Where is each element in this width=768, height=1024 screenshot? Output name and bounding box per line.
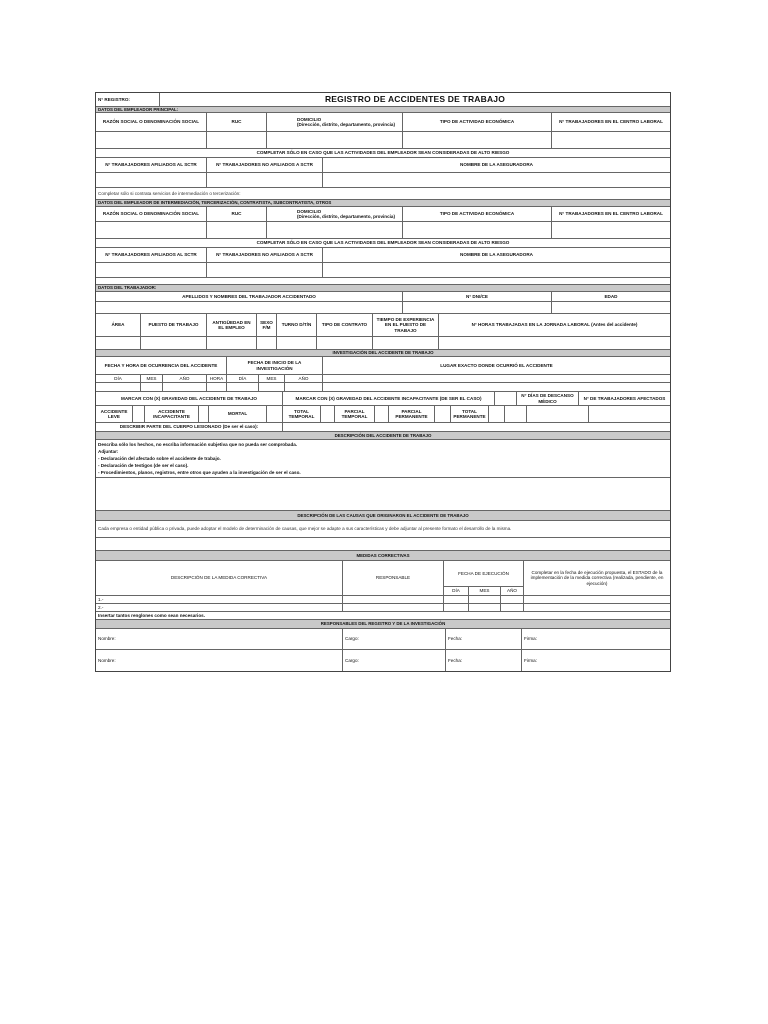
medida-fecha-group xyxy=(443,561,523,595)
alto-riesgo-heading: COMPLETAR SÓLO EN CASO QUE LAS ACTIVIDADES DEL EMPLEADOR SEAN CONSIDERADAS DE ALTO RIESGO xyxy=(256,150,510,156)
contrato-field[interactable] xyxy=(316,337,372,349)
puesto-label: PUESTO DE TRABAJO xyxy=(140,314,206,336)
section-trabajador: DATOS DEL TRABAJADOR: xyxy=(96,285,670,291)
descripcion-line-4: - Declaración de testigos (de ser el caso). xyxy=(98,462,189,468)
inv-inicio-dia-field[interactable] xyxy=(226,383,258,391)
descripcion-line-2: Adjuntar: xyxy=(98,448,119,454)
fecha-inicio-label: FECHA DE INICIO DE LA INVESTIGACIÓN xyxy=(226,357,322,374)
actividad-field[interactable] xyxy=(402,132,551,148)
medida-descripcion-label: DESCRIPCIÓN DE LA MEDIDA CORRECTIVA xyxy=(170,575,268,581)
responsable-row-2 xyxy=(96,649,670,671)
inv-dia-label: DÍA xyxy=(114,375,122,381)
section-responsables: RESPONSABLES DEL REGISTRO Y DE LA INVESTIGACIÓN xyxy=(96,620,670,628)
inv-inicio-anio-field[interactable] xyxy=(284,383,322,391)
int-trabajadores-centro-label: N° TRABAJADORES EN EL CENTRO LABORAL xyxy=(551,207,670,221)
investigacion-date-headers xyxy=(96,374,670,382)
responsable-1-fecha[interactable]: Fecha: xyxy=(445,629,521,649)
investigacion-headers xyxy=(96,356,670,374)
descripcion-line-5: - Procedimientos, planos, registros, entre otros que ayuden a la investigación de ser el caso. xyxy=(98,469,301,475)
medida-row-1-responsable[interactable] xyxy=(342,596,443,603)
intermediacion-headers xyxy=(96,206,670,221)
sexo-label: SEXO F/M xyxy=(256,314,276,336)
inv-inicio-mes-label: MES xyxy=(258,375,284,382)
incapacitante-option: ACCIDENTE INCAPACITANTE xyxy=(144,406,198,422)
horas-field[interactable] xyxy=(438,337,670,349)
int-ruc-label: RUC xyxy=(206,207,266,221)
gravedad-label: MARCAR CON (X) GRAVEDAD DEL ACCIDENTE DE TRABAJO xyxy=(121,395,257,401)
descripcion-input-row xyxy=(96,477,670,510)
medida-row-2-dia[interactable] xyxy=(443,604,468,611)
trabajador-detail-input-row xyxy=(96,336,670,349)
responsable-2-cargo[interactable]: Cargo: xyxy=(342,650,445,671)
int-ruc-field[interactable] xyxy=(206,222,266,238)
int-actividad-field[interactable] xyxy=(402,222,551,238)
antiguedad-field[interactable] xyxy=(206,337,256,349)
inv-inicio-anio-label: AÑO xyxy=(284,375,322,382)
total-permanente-checkbox[interactable] xyxy=(488,406,504,422)
alto-riesgo-input-row xyxy=(96,172,670,187)
responsable-1-cargo[interactable]: Cargo: xyxy=(342,629,445,649)
sexo-field[interactable] xyxy=(256,337,276,349)
puesto-field[interactable] xyxy=(140,337,206,349)
investigacion-date-input-row xyxy=(96,382,670,391)
dias-descanso-field[interactable] xyxy=(526,406,588,422)
total-permanente-option: TOTAL PERMANENTE xyxy=(450,406,488,422)
inv-hora-label: HORA xyxy=(206,375,226,382)
razon-social-field[interactable] xyxy=(96,132,206,148)
medida-row-1-anio[interactable] xyxy=(500,596,523,603)
area-label: ÁREA xyxy=(111,322,125,328)
parte-cuerpo-row xyxy=(96,422,670,431)
afectados-field[interactable] xyxy=(588,406,670,422)
gravedad-headers xyxy=(96,391,670,405)
inv-mes-label: MES xyxy=(140,375,162,382)
form-header xyxy=(96,93,670,106)
medida-row-2 xyxy=(96,603,670,611)
turno-field[interactable] xyxy=(276,337,316,349)
medida-row-1-estado[interactable] xyxy=(523,596,670,603)
descripcion-line-1: Describa sólo los hechos, no escriba información subjetiva que no pueda ser comprobada. xyxy=(98,442,298,447)
inv-anio-label: AÑO xyxy=(162,375,206,382)
domicilio-label: DOMICILIO xyxy=(297,116,322,122)
int-razon-social-label: RAZÓN SOCIAL O DENOMINACIÓN SOCIAL xyxy=(102,211,200,217)
int-domicilio-field[interactable] xyxy=(266,222,402,238)
medida-row-2-responsable[interactable] xyxy=(342,604,443,611)
trabajador-headers xyxy=(96,291,670,301)
int-trabajadores-centro-field[interactable] xyxy=(551,222,670,238)
medidas-insertar-note: Insertar tantos renglones como sean necesarios. xyxy=(98,612,205,618)
int-afiliados-label: N° TRABAJADORES AFILIADOS AL SCTR xyxy=(105,252,197,258)
descripcion-notes-row xyxy=(96,439,670,477)
lugar-label: LUGAR EXACTO DONDE OCURRIÓ EL ACCIDENTE xyxy=(322,357,670,374)
medidas-headers xyxy=(96,560,670,595)
inv-anio-field[interactable] xyxy=(162,383,206,391)
medida-dia-label: DÍA xyxy=(452,588,460,594)
responsable-2-nombre[interactable]: Nombre: xyxy=(98,657,116,663)
trabajadores-centro-label: N° TRABAJADORES EN EL CENTRO LABORAL xyxy=(551,113,670,131)
leve-option: ACCIDENTE LEVE xyxy=(100,408,128,419)
edad-field[interactable] xyxy=(551,302,670,313)
responsable-2-firma[interactable]: Firma: xyxy=(521,650,670,671)
gravedad-incap-label: MARCAR CON (X) GRAVEDAD DEL ACCIDENTE INCAPACITANTE (DE SER EL CASO) xyxy=(282,392,494,405)
medida-mes-label: MES xyxy=(468,587,500,595)
empleador-headers xyxy=(96,112,670,131)
medida-row-1-description[interactable]: 1.- xyxy=(98,596,104,602)
int-no-afiliados-field[interactable] xyxy=(206,263,322,277)
total-temporal-option: TOTAL TEMPORAL xyxy=(282,406,320,422)
medida-row-1 xyxy=(96,595,670,603)
lugar-field[interactable] xyxy=(322,375,670,382)
section-causas: DESCRIPCIÓN DE LAS CAUSAS QUE ORIGINARON EL ACCIDENTE DE TRABAJO xyxy=(96,511,670,520)
inv-hora-field[interactable] xyxy=(206,383,226,391)
edad-label: EDAD xyxy=(551,292,670,301)
section-empleador-principal: DATOS DEL EMPLEADOR PRINCIPAL: xyxy=(96,107,670,112)
domicilio-field[interactable] xyxy=(266,132,402,148)
parcial-permanente-checkbox[interactable] xyxy=(434,406,450,422)
experiencia-field[interactable] xyxy=(372,337,438,349)
parte-cuerpo-label: DESCRIBIR PARTE DEL CUERPO LESIONADO (De ser el caso): xyxy=(119,424,259,430)
responsable-1-nombre[interactable]: Nombre: xyxy=(98,636,116,642)
causas-input-row xyxy=(96,537,670,550)
mortal-checkbox[interactable] xyxy=(266,406,282,422)
medida-row-2-description[interactable]: 2.- xyxy=(98,604,104,610)
medida-row-1-dia[interactable] xyxy=(443,596,468,603)
afiliados-field[interactable] xyxy=(96,173,206,187)
int-alto-riesgo-heading: COMPLETAR SÓLO EN CASO QUE LAS ACTIVIDADES DEL EMPLEADOR SEAN CONSIDERADAS DE ALTO RIESGO xyxy=(256,240,510,246)
medida-fecha-label: FECHA DE EJECUCIÓN xyxy=(458,570,509,576)
intermediacion-input-row xyxy=(96,221,670,238)
medida-estado-label: Completar en la fecha de ejecución propuesta, el ESTADO de la implementación de la medida correctiva (realizada, pendiente, en ejecución) xyxy=(523,561,670,595)
alto-riesgo-headers xyxy=(96,157,670,172)
mortal-option: MORTAL xyxy=(208,406,266,422)
parcial-permanente-option: PARCIAL PERMANENTE xyxy=(388,406,434,422)
inv-dia-field[interactable] xyxy=(96,383,140,391)
medida-row-2-estado[interactable] xyxy=(523,604,670,611)
int-alto-riesgo-input-row xyxy=(96,262,670,277)
inv-inicio-dia-label: DÍA xyxy=(226,375,258,382)
responsable-row-1 xyxy=(96,628,670,649)
fecha-hora-label: FECHA Y HORA DE OCURRENCIA DEL ACCIDENTE xyxy=(104,362,218,368)
trabajador-detail-headers xyxy=(96,313,670,336)
no-afiliados-field[interactable] xyxy=(206,173,322,187)
int-aseguradora-label: NOMBRE DE LA ASEGURADORA xyxy=(322,248,670,262)
medida-row-2-mes[interactable] xyxy=(468,604,500,611)
descripcion-field[interactable] xyxy=(96,478,670,510)
aseguradora-label: NOMBRE DE LA ASEGURADORA xyxy=(322,158,670,172)
int-razon-social-field[interactable] xyxy=(96,222,206,238)
area-field[interactable] xyxy=(96,337,140,349)
section-descripcion: DESCRIPCIÓN DEL ACCIDENTE DE TRABAJO xyxy=(96,432,670,439)
registro-label: N° REGISTRO: xyxy=(98,96,130,102)
gravedad-options-row xyxy=(96,405,670,422)
domicilio-sublabel: (Dirección, distrito, departamento, provincia) xyxy=(297,122,396,127)
leve-checkbox[interactable] xyxy=(132,406,144,422)
section-investigacion: INVESTIGACIÓN DEL ACCIDENTE DE TRABAJO xyxy=(96,350,670,356)
trabajadores-centro-field[interactable] xyxy=(551,132,670,148)
afectados-label: N° DE TRABAJADORES AFECTADOS xyxy=(578,392,670,405)
afiliados-label: N° TRABAJADORES AFILIADOS AL SCTR xyxy=(105,162,197,168)
medida-insertar-row xyxy=(96,611,670,619)
antiguedad-label: ANTIGÜEDAD EN EL EMPLEO xyxy=(206,314,256,336)
int-domicilio-label: DOMICILIO xyxy=(297,208,322,214)
int-actividad-label: TIPO DE ACTIVIDAD ECONÓMICA xyxy=(402,207,551,221)
dni-label: N° DNI/CE xyxy=(402,292,551,301)
ruc-label: RUC xyxy=(206,113,266,131)
parte-cuerpo-field[interactable] xyxy=(282,423,670,431)
trabajador-input-row xyxy=(96,301,670,313)
medida-row-1-mes[interactable] xyxy=(468,596,500,603)
actividad-label: TIPO DE ACTIVIDAD ECONÓMICA xyxy=(402,113,551,131)
ruc-field[interactable] xyxy=(206,132,266,148)
causas-field[interactable] xyxy=(96,538,670,550)
responsable-1-firma[interactable]: Firma: xyxy=(521,629,670,649)
aseguradora-field[interactable] xyxy=(322,173,670,187)
dias-descanso-label: N° DÍAS DE DESCANSO MÉDICO xyxy=(516,392,578,405)
experiencia-label: TIEMPO DE EXPERIENCIA EN EL PUESTO DE TRABAJO xyxy=(372,314,438,336)
int-afiliados-field[interactable] xyxy=(96,263,206,277)
parcial-temporal-checkbox[interactable] xyxy=(374,406,388,422)
int-aseguradora-field[interactable] xyxy=(322,263,670,277)
no-afiliados-label: N° TRABAJADORES NO AFILIADOS A SCTR xyxy=(206,158,322,172)
int-no-afiliados-label: N° TRABAJADORES NO AFILIADOS A SCTR xyxy=(206,248,322,262)
spacer-row xyxy=(96,277,670,284)
causas-note: Cada empresa o entidad pública o privada, puede adoptar el modelo de determinación de causas, que mejor se adapte a sus características y debe adjuntar al presente formato el desarrollo de la misma. xyxy=(98,526,512,532)
horas-label: N° HORAS TRABAJADAS EN LA JORNADA LABORAL (Antes del accidente) xyxy=(438,314,670,336)
dni-field[interactable] xyxy=(402,302,551,313)
responsable-2-fecha[interactable]: Fecha: xyxy=(445,650,521,671)
int-alto-riesgo-headers xyxy=(96,247,670,262)
apellidos-field[interactable] xyxy=(96,302,402,313)
form-title: REGISTRO DE ACCIDENTES DE TRABAJO xyxy=(159,93,670,106)
medida-row-2-anio[interactable] xyxy=(500,604,523,611)
inv-inicio-mes-field[interactable] xyxy=(258,383,284,391)
causas-note-row xyxy=(96,520,670,537)
contrato-label: TIPO DE CONTRATO xyxy=(316,314,372,336)
apellidos-label: APELLIDOS Y NOMBRES DEL TRABAJADOR ACCIDENTADO xyxy=(182,293,316,299)
incapacitante-checkbox[interactable] xyxy=(198,406,208,422)
descripcion-notes xyxy=(96,440,670,477)
descripcion-line-3: - Declaración del afectado sobre el accidente de trabajo. xyxy=(98,455,221,461)
section-medidas: MEDIDAS CORRECTIVAS xyxy=(96,551,670,560)
total-temporal-checkbox[interactable] xyxy=(320,406,334,422)
intermediacion-note: Completar sólo si contrata servicios de intermediación o tercerización: xyxy=(98,190,241,196)
medida-responsable-label: RESPONSABLE xyxy=(342,561,443,595)
accident-register-form xyxy=(95,92,671,672)
turno-label: TURNO D/T/N xyxy=(276,314,316,336)
empleador-input-row xyxy=(96,131,670,148)
int-domicilio-sublabel: (Dirección, distrito, departamento, provincia) xyxy=(297,214,396,219)
section-intermediacion: DATOS DEL EMPLEADOR DE INTERMEDIACIÓN, TERCERIZACIÓN, CONTRATISTA, SUBCONTRATISTA, OTROS xyxy=(96,200,670,206)
inv-mes-field[interactable] xyxy=(140,383,162,391)
razon-social-label: RAZÓN SOCIAL O DENOMINACIÓN SOCIAL xyxy=(102,119,200,125)
medida-anio-label: AÑO xyxy=(500,587,523,595)
parcial-temporal-option: PARCIAL TEMPORAL xyxy=(334,406,374,422)
